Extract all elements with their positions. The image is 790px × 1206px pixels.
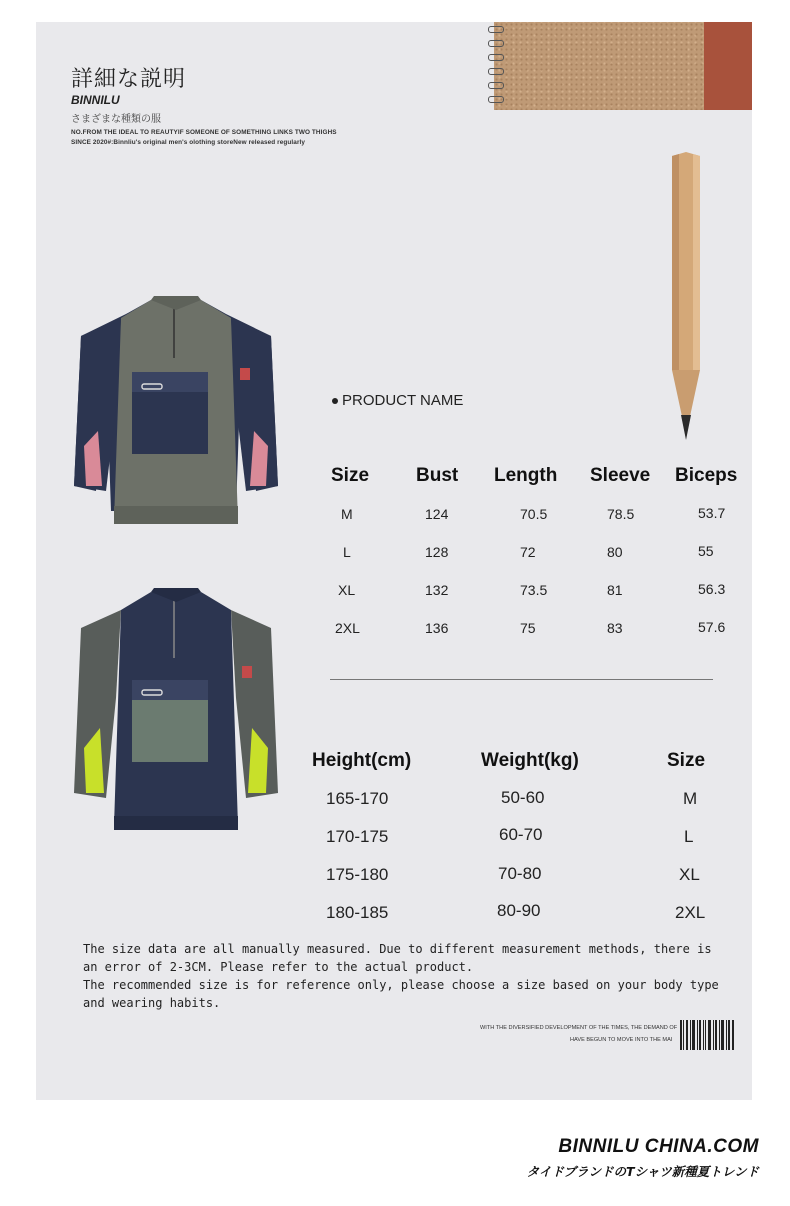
product-image-navy-gray bbox=[66, 588, 286, 833]
cork-cover bbox=[494, 22, 704, 110]
size-table-cell: XL bbox=[338, 582, 356, 598]
size-table-cell: M bbox=[341, 506, 353, 522]
size-table-cell: 2XL bbox=[335, 620, 360, 636]
tagline-1: NO.FROM THE IDEAL TO REAUTYIF SOMEONE OF SOMETHING LINKS TWO THIGHS bbox=[71, 129, 337, 136]
footer-tagline: タイドブランドのTシャツ新種夏トレンド bbox=[526, 1164, 759, 1179]
bullet-icon bbox=[332, 398, 338, 404]
size-table-cell: 53.7 bbox=[698, 505, 726, 521]
size-table-header: Size bbox=[331, 465, 370, 486]
size-table-cell: 78.5 bbox=[607, 506, 635, 522]
product-image-gray-navy bbox=[66, 296, 286, 541]
fit-table-cell: 165-170 bbox=[326, 789, 389, 808]
notebook-spine bbox=[704, 22, 752, 110]
fit-table-cell: 70-80 bbox=[498, 864, 542, 883]
table-divider bbox=[330, 679, 713, 680]
size-table-cell: 124 bbox=[425, 506, 449, 522]
spiral-ring bbox=[488, 82, 504, 89]
size-note-line: an error of 2-3CM. Please refer to the actual product. bbox=[83, 960, 474, 974]
product-name-label bbox=[332, 392, 463, 409]
size-table-cell: 70.5 bbox=[520, 506, 548, 522]
fit-table-cell: 170-175 bbox=[326, 827, 389, 846]
footer-brand: BINNILU CHINA.COM bbox=[558, 1136, 759, 1157]
size-note-line: and wearing habits. bbox=[83, 996, 221, 1010]
fit-table-cell: M bbox=[683, 789, 698, 808]
fine-print: WITH THE DIVERSIFIED DEVELOPMENT OF THE TIMES, THE DEMAND OF bbox=[480, 1025, 678, 1031]
pencil-decoration bbox=[665, 150, 707, 445]
size-table-cell: 57.6 bbox=[698, 619, 726, 635]
size-table-cell: 75 bbox=[520, 620, 536, 636]
size-table-cell: 132 bbox=[425, 582, 449, 598]
size-table-header: Sleeve bbox=[590, 465, 651, 486]
page-subtitle: さまざまな種類の服 bbox=[71, 114, 161, 125]
fit-table-cell: L bbox=[684, 827, 694, 846]
notebook-decoration bbox=[494, 22, 752, 110]
size-table-cell: 83 bbox=[607, 620, 623, 636]
product-name-text: PRODUCT NAME bbox=[342, 392, 464, 409]
size-table-cell: 128 bbox=[425, 544, 449, 560]
fit-table-cell: 80-90 bbox=[497, 901, 541, 920]
size-table-cell: 81 bbox=[607, 582, 623, 598]
size-table-cell: L bbox=[343, 544, 351, 560]
fit-table-cell: 60-70 bbox=[499, 825, 543, 844]
fit-table-header: Size bbox=[667, 750, 706, 771]
content-panel bbox=[36, 22, 752, 1100]
page-title: 詳細な説明 bbox=[71, 67, 187, 92]
spiral-ring bbox=[488, 40, 504, 47]
size-note-line: The recommended size is for reference only, please choose a size based on your body type bbox=[83, 978, 719, 992]
size-table-header: Bust bbox=[416, 465, 459, 486]
fit-table-cell: XL bbox=[679, 865, 700, 884]
fit-table-header: Weight(kg) bbox=[481, 750, 579, 771]
size-note-line: The size data are all manually measured. Due to different measurement methods, there is bbox=[83, 942, 712, 956]
size-table-cell: 55 bbox=[698, 543, 714, 559]
spiral-ring bbox=[488, 54, 504, 61]
size-table-cell: 73.5 bbox=[520, 582, 548, 598]
fit-table-cell: 2XL bbox=[675, 903, 706, 922]
size-table-cell: 136 bbox=[425, 620, 449, 636]
spiral-ring bbox=[488, 96, 504, 103]
size-table-header: Length bbox=[494, 465, 558, 486]
fine-print: HAVE BEGUN TO MOVE INTO THE MAI bbox=[570, 1037, 673, 1043]
fit-table-cell: 180-185 bbox=[326, 903, 389, 922]
fit-table-cell: 50-60 bbox=[501, 788, 545, 807]
size-table-cell: 72 bbox=[520, 544, 536, 560]
size-table-cell: 80 bbox=[607, 544, 623, 560]
size-table-header: Biceps bbox=[675, 465, 738, 486]
spiral-ring bbox=[488, 26, 504, 33]
fit-table-cell: 175-180 bbox=[326, 865, 389, 884]
tagline-2: SINCE 2020#:Binnliu's original men's olothing storeNew released regularly bbox=[71, 139, 306, 146]
brand-name: BINNILU bbox=[71, 93, 120, 107]
fit-table-header: Height(cm) bbox=[312, 750, 412, 771]
barcode-icon bbox=[680, 1020, 734, 1050]
size-table-cell: 56.3 bbox=[698, 581, 726, 597]
spiral-ring bbox=[488, 68, 504, 75]
